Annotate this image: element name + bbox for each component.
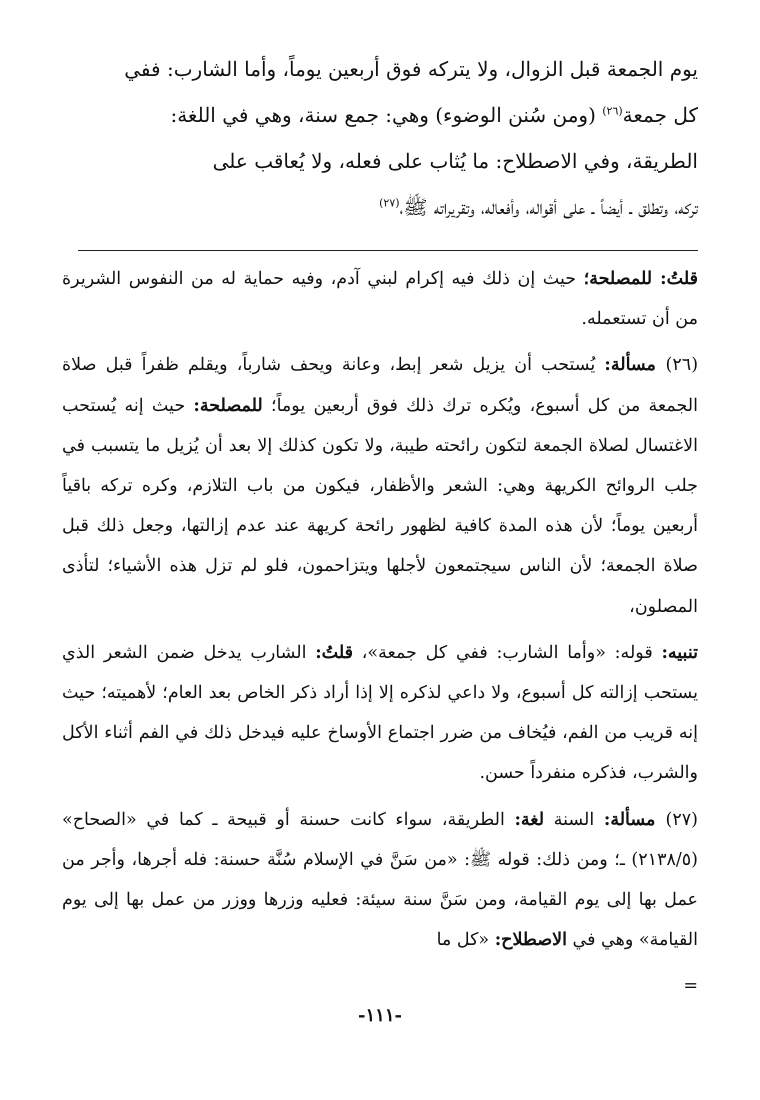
main-line-2-end: (ومن سُنن الوضوء) وهي: جمع سنة، وهي في اللغة: <box>170 103 603 127</box>
main-line-4-text: تركه، وتطلق ـ أيضاً ـ على أقواله، وأفعاله، وتقريراته ﷺ، <box>399 195 698 219</box>
main-line-2-start: كل جمعة <box>622 103 698 127</box>
main-line-3: الطريقة، وفي الاصطلاح: ما يُثاب على فعله، ولا يُعاقب على <box>212 149 698 173</box>
note-paragraph-26 <box>62 345 698 626</box>
tanbih-text-2: الشارب يدخل ضمن الشعر الذي يستحب إزالته كل أسبوع، ولا داعي لذكره إلا إذا أراد ذكر الخاص بعد العام؛ لأهميته؛ حيث إنه قريب من الفم، فيُخاف من ضرر اجتماع الأوساخ عليه فيدخل ذلك في الفم أثناء الأكل والشرب، فذكره منفرداً حسن. <box>62 642 698 784</box>
note-27-number: (٢٧) <box>665 809 698 830</box>
note-27-bold-2: لغة: <box>514 809 545 830</box>
note-26-label: مسألة: <box>604 355 666 376</box>
note-1-text: حيث إن ذلك فيه إكرام لبني آدم، وفيه حماية له من النفوس الشريرة من أن تستعمله. <box>62 269 698 330</box>
footnote-divider <box>78 250 698 251</box>
footnote-ref-27: (٢٧) <box>379 196 400 210</box>
note-27-text-3: «كل ما <box>436 930 495 951</box>
continuation-mark: = <box>683 976 698 997</box>
note-26-text-2: حيث إنه يُستحب الاغتسال لصلاة الجمعة لتكون رائحته طيبة، ولا تكون كذلك إلا بعد أن يُزيل ما يتسبب في جلب الروائح الكريهة وهي: الشعر والأظفار، فيكون من باب التلازم، وكره تركه باقياً أربعين يوماً؛ لأن هذه المدة كافية لظهور رائحة كريهة عند عدم إزالتها، وجعل ذلك قبل صلاة الجمعة؛ لأن الناس سيجتمعون لأجلها ويتزاحمون، فلو لم تزل هذه الأشياء؛ لتأذى المصلون، <box>62 395 698 617</box>
note-27-bold-3: الاصطلاح: <box>494 930 567 951</box>
note-27-label: مسألة: <box>603 809 666 830</box>
footnote-ref-26: (٢٦) <box>602 104 623 118</box>
note-26-number: (٢٦) <box>665 355 699 376</box>
note-paragraph-1 <box>62 259 698 339</box>
main-text <box>62 46 698 230</box>
note-27-text-1: السنة <box>544 809 604 830</box>
main-line-2 <box>62 92 698 138</box>
note-paragraph-tanbih <box>62 633 698 794</box>
main-line-1: يوم الجمعة قبل الزوال، ولا يتركه فوق أربعين يوماً، وأما الشارب: ففي <box>124 57 698 81</box>
tanbih-label: تنبيه: <box>661 642 698 663</box>
tanbih-bold-2: قلتُ: <box>315 642 354 663</box>
page-number: -١١١- <box>358 1005 402 1026</box>
note-paragraph-27 <box>62 800 698 961</box>
note-27-text-2: الطريقة، سواء كانت حسنة أو قبيحة ـ كما في «الصحاح» (٢١٣٨/٥) ـ؛ ومن ذلك: قوله ﷺ: «من سَنَّ في الإسلام سُنَّة حسنة: فله أجرها، وأجر من عمل بها إلى يوم القيامة، ومن سَنَّ سنة سيئة: فعليه وزرها ووزر من عمل بها إلى يوم القيامة» وهي في <box>62 809 698 951</box>
tanbih-text-1: قوله: «وأما الشارب: ففي كل جمعة»، <box>353 642 662 663</box>
main-line-4 <box>62 184 698 230</box>
note-1-bold: قلتُ: للمصلحة؛ <box>583 269 698 289</box>
note-26-text-1: يُستحب أن يزيل شعر إبط، وعانة ويحف شارباً، ويقلم ظفراً قبل صلاة الجمعة من كل أسبوع، ويُكره ترك ذلك فوق أربعين يوماً؛ <box>62 355 698 416</box>
note-26-bold-2: للمصلحة: <box>193 395 263 416</box>
book-page <box>62 46 698 1070</box>
footnotes <box>62 259 698 1007</box>
